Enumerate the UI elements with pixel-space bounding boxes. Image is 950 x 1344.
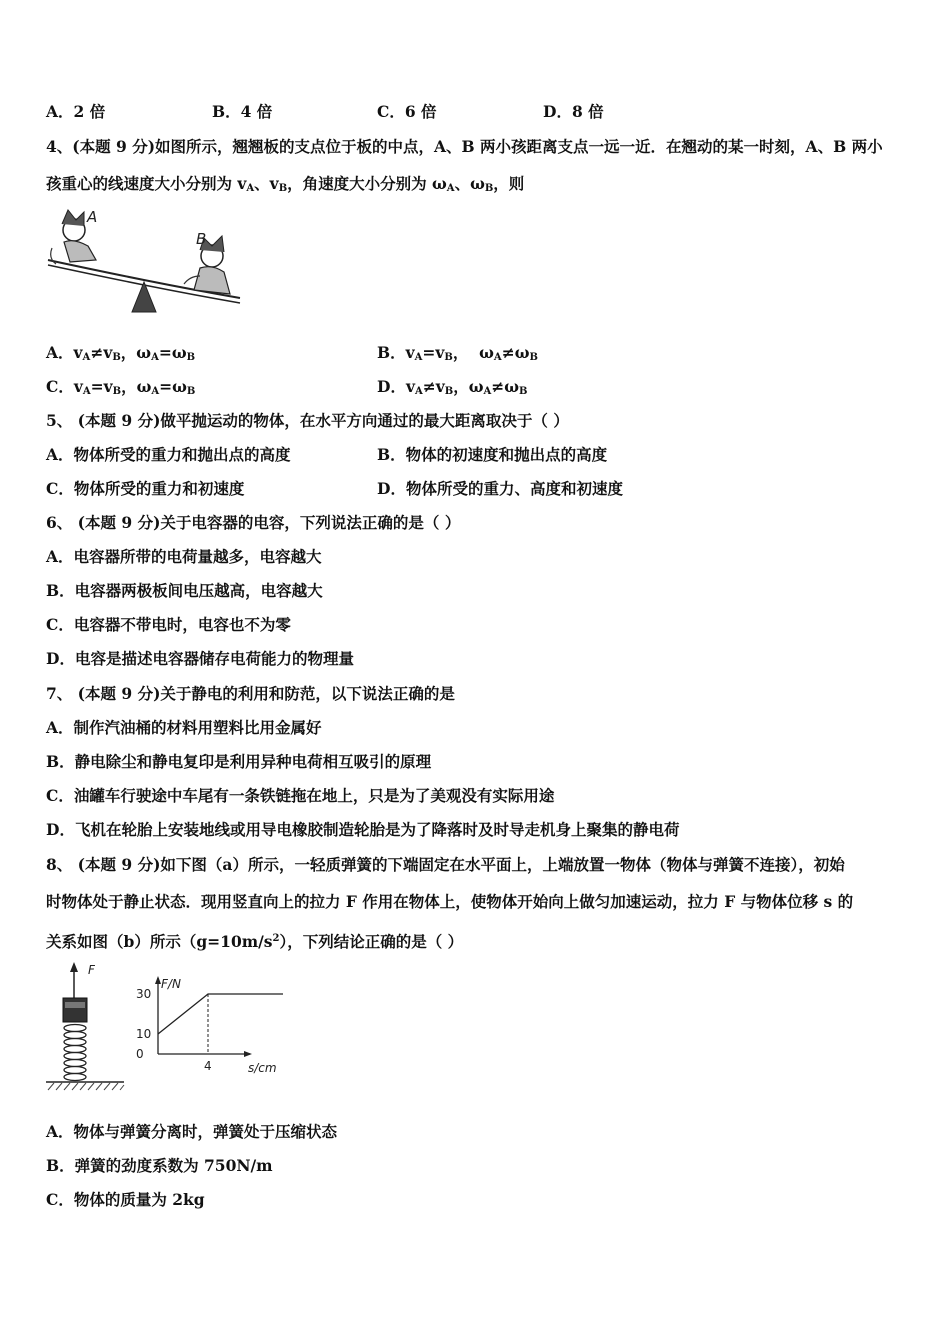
q5-stem: 5、 (本题 9 分)做平抛运动的物体，在水平方向通过的最大距离取决于（ ） (46, 411, 569, 430)
q4-option-a: A．$v_A\ne v_B$，$\omega_A=\omega_B$ (46, 343, 196, 363)
spring (64, 1025, 86, 1081)
y-tick-label: 0 (136, 1047, 144, 1061)
y-tick-label: 30 (136, 987, 152, 1001)
q8-option-a: A．物体与弹簧分离时，弹簧处于压缩状态 (46, 1122, 338, 1141)
y-tick-label: 10 (136, 1027, 152, 1041)
q7-option-a: A．制作汽油桶的材料用塑料比用金属好 (46, 718, 322, 737)
force-arrow-icon (70, 962, 78, 972)
q3-option-c: C．6 倍 (377, 102, 437, 121)
q5-option-b: B．物体的初速度和抛出点的高度 (377, 445, 608, 464)
q3-option-b: B．4 倍 (212, 102, 273, 121)
q8-stem-line3: 关系如图（b）所示$(g=10m/s^2)$，下列结论正确的是（ ） (46, 932, 464, 952)
q8-option-c: C．物体的质量为 2kg (46, 1190, 205, 1209)
x-axis-arrow-icon (244, 1051, 252, 1057)
q6-option-a: A．电容器所带的电荷量越多，电容越大 (46, 547, 322, 566)
label-a: A (87, 208, 98, 226)
force-displacement-chart (126, 964, 292, 1076)
q6-option-c: C．电容器不带电时，电容也不为零 (46, 615, 291, 634)
x-axis-label: s/cm (248, 1061, 277, 1075)
q7-option-b: B．静电除尘和静电复印是利用异种电荷相互吸引的原理 (46, 752, 432, 771)
q3-option-d: D．8 倍 (543, 102, 604, 121)
y-axis-label: F/N (161, 977, 181, 991)
block (63, 998, 87, 1022)
q6-option-b: B．电容器两极板间电压越高，电容越大 (46, 581, 323, 600)
q8-option-b: B．弹簧的劲度系数为 750N/m (46, 1156, 273, 1175)
label-b: B (196, 230, 207, 248)
child-b (184, 236, 230, 294)
q4-stem-line1: 4、(本题 9 分)如图所示，翘翘板的支点位于板的中点，A、B 两小孩距离支点一远一近．在翘动的某一时刻，A、B 两小 (46, 137, 883, 156)
q4-option-d: D．$v_A\ne v_B$，$\omega_A\ne\omega_B$ (377, 377, 528, 397)
seesaw-figure (44, 202, 244, 318)
q6-stem: 6、 (本题 9 分)关于电容器的电容，下列说法正确的是（ ） (46, 513, 461, 532)
q8-stem-line1: 8、 (本题 9 分)如下图（a）所示，一轻质弹簧的下端固定在水平面上，上端放置一物体（物体与弹簧不连接），初始 (46, 855, 845, 874)
force-label: F (88, 963, 95, 977)
q7-stem: 7、 (本题 9 分)关于静电的利用和防范，以下说法正确的是 (46, 684, 455, 703)
q5-option-c: C．物体所受的重力和初速度 (46, 479, 245, 498)
q7-option-c: C．油罐车行驶途中车尾有一条铁链拖在地上，只是为了美观没有实际用途 (46, 786, 555, 805)
q5-option-d: D．物体所受的重力、高度和初速度 (377, 479, 623, 498)
q3-option-a: A．2 倍 (46, 102, 106, 121)
q8-stem-line2: 时物体处于静止状态．现用竖直向上的拉力 F 作用在物体上，使物体开始向上做匀加速运动，拉力 F 与物体位移 s 的 (46, 892, 854, 911)
q4-option-c: C．$v_A=v_B$，$\omega_A=\omega_B$ (46, 377, 196, 397)
x-tick-label: 4 (204, 1059, 212, 1073)
spring-figure (44, 958, 128, 1092)
q4-stem-line2: 孩重心的线速度大小分别为 $v_A$、$v_B$，角速度大小分别为 $\omega_A$、$\omega_B$，则 (46, 174, 525, 194)
q7-option-d: D．飞机在轮胎上安装地线或用导电橡胶制造轮胎是为了降落时及时导走机身上聚集的静电荷 (46, 820, 680, 839)
q4-option-b: B．$v_A=v_B$， $\omega_A\ne\omega_B$ (377, 343, 538, 363)
force-series-line (158, 994, 283, 1034)
q6-option-d: D．电容是描述电容器储存电荷能力的物理量 (46, 649, 354, 668)
q5-option-a: A．物体所受的重力和抛出点的高度 (46, 445, 291, 464)
